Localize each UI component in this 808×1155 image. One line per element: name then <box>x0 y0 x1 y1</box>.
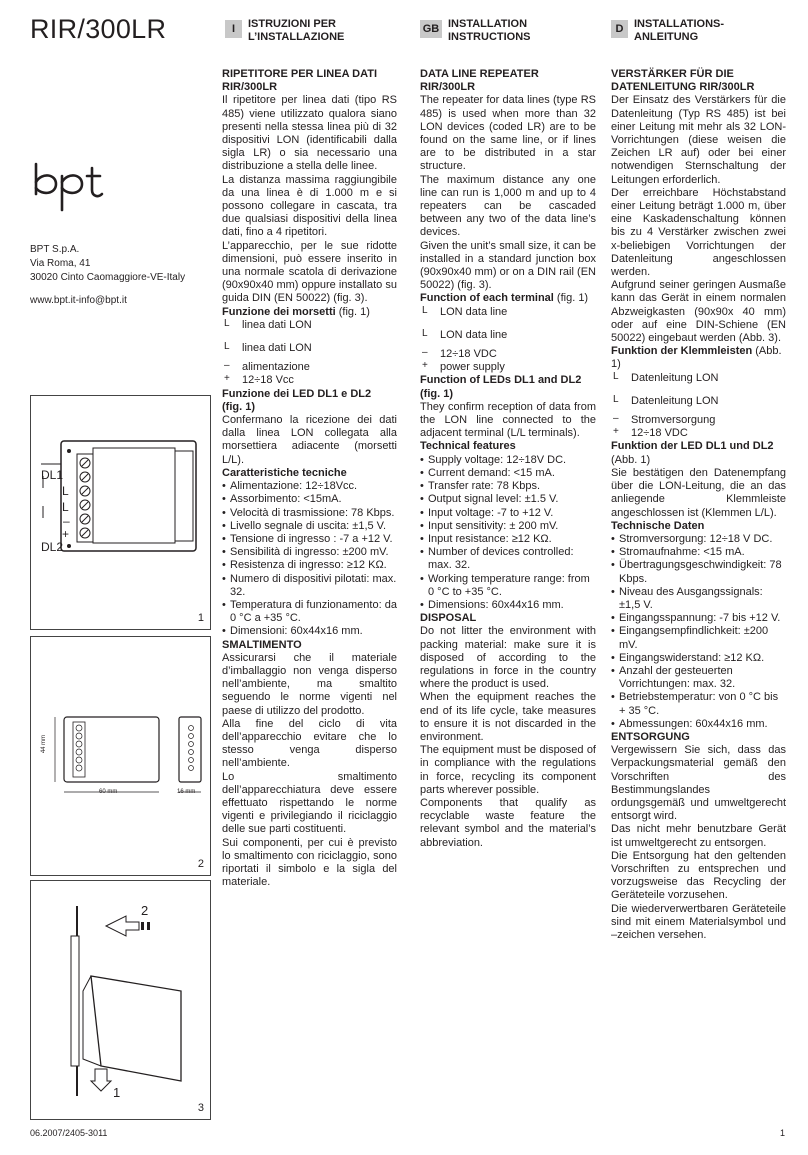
paragraph: Il ripetitore per linea dati (tipo RS 485) viene utilizzato qualora siano presenti nella stessa linea più di 32 dispositivi LON (identificabili dalla sigla LR) o sia necessario una distribuzione a stella delle linee. <box>222 94 397 173</box>
section-heading: Technical features <box>420 440 516 453</box>
figure-number: 2 <box>197 858 204 870</box>
terminal-row: L LON data line <box>422 304 508 318</box>
list-item: • Stromversorgung: 12÷18 V DC. <box>611 533 786 546</box>
terminal-row: L Datenleitung LON <box>613 393 719 407</box>
section-heading: Funzione dei morsetti (fig. 1) <box>222 305 370 318</box>
terminal-diagram <box>31 396 210 629</box>
section-heading: VERSTÄRKER FÜR DIE DATENLEITUNG RIR/300LR <box>611 68 755 94</box>
list-item: • Eingangsempfindlichkeit: ±200 mV. <box>611 625 786 651</box>
paragraph: Aufgrund seiner geringen Ausmaße kann das Gerät in einem normalen Abzweigkasten (90x90x 40 mm) oder auf eine DIN-Schiene (EN 50022) eingebaut werden (Abb. 3). <box>611 279 786 345</box>
list-item: • Supply voltage: 12÷18V DC. <box>420 454 596 467</box>
column-english <box>420 68 596 850</box>
paragraph: Die wiederverwertbaren Geräteteile sind mit einem Materialsymbol und –zeichen versehen. <box>611 902 786 941</box>
paragraph: Lo smaltimento dell’apparecchiatura deve essere effettuato rispettando le norme vigenti e privilegiando il riciclaggio delle sue parti costituenti. <box>222 770 397 836</box>
list-item: • Resistenza di ingresso: ≥12 KΩ. <box>222 559 397 572</box>
list-item: • Input sensitivity: ± 200 mV. <box>420 520 596 533</box>
list-item: • Stromaufnahme: <15 mA. <box>611 546 786 559</box>
section-heading: SMALTIMENTO <box>222 638 302 651</box>
list-item: • Anzahl der gesteuerten Vorrichtungen: max. 32. <box>611 665 786 691</box>
figure-3 <box>30 880 211 1120</box>
lang-title-d: INSTALLATIONS- ANLEITUNG <box>634 18 725 43</box>
paragraph: Das nicht mehr benutzbare Gerät ist umweltgerecht zu entsorgen. <box>611 823 786 849</box>
terminal-row: + power supply <box>422 360 505 374</box>
list-item: • Übertragungsgeschwindigkeit: 78 Kbps. <box>611 559 786 585</box>
list-item: • Sensibilità di ingresso: ±200 mV. <box>222 546 397 559</box>
terminal-row: L LON data line <box>422 327 508 341</box>
paragraph: Assicurarsi che il materiale d’imballaggio non venga disperso nell’ambiente, ma smaltito seguendo le norme vigenti nel paese di utilizzo del prodotto. <box>222 651 397 717</box>
terminal-row: L linea dati LON <box>224 341 312 355</box>
terminal-row: + 12÷18 Vcc <box>224 373 294 387</box>
paragraph: Der erreichbare Höchstabstand einer Leitung beträgt 1.000 m, über eine Kaskadenschaltung können bis zu 4 Verstärker zwischen zwei x-beliebigen Vorrichtungen der Datenleitung angeschlossen werden. <box>611 186 786 279</box>
paragraph: Do not litter the environment with packing material: make sure it is disposed of according to the regulations in force in the country where the product is used. <box>420 625 596 691</box>
list-item: • Abmessungen: 60x44x16 mm. <box>611 718 786 731</box>
list-item: • Input resistance: ≥12 KΩ. <box>420 533 596 546</box>
dim-depth: 16 mm <box>177 789 196 795</box>
list-item: • Dimensions: 60x44x16 mm. <box>420 599 596 612</box>
list-item: • Betriebstemperatur: von 0 °C bis + 35 °C. <box>611 691 786 717</box>
list-item: • Input voltage: -7 to +12 V. <box>420 507 596 520</box>
terminal-row: + 12÷18 VDC <box>613 426 688 440</box>
paragraph: Vergewissern Sie sich, dass das Verpackungsmaterial gemäß den Vorschriften des Bestimmungslandes ordungsgemäß und umweltgerecht entsorgt wird. <box>611 744 786 823</box>
list-item: • Numero di dispositivi pilotati: max. 32. <box>222 573 397 599</box>
section-heading: DISPOSAL <box>420 612 477 625</box>
din-rail-mounting-diagram <box>31 881 210 1119</box>
list-item: • Alimentazione: 12÷18Vcc. <box>222 480 397 493</box>
list-item: • Tensione di ingresso : -7 a +12 V. <box>222 533 397 546</box>
terminal-row: – 12÷18 VDC <box>422 347 497 361</box>
list-item: • Output signal level: ±1.5 V. <box>420 493 596 506</box>
lang-title-it: ISTRUZIONI PER L’INSTALLAZIONE <box>248 18 345 43</box>
header-english <box>420 18 531 44</box>
terminal-row: L linea dati LON <box>224 317 312 331</box>
paragraph: Sie bestätigen den Datenempfang über die LON-Leitung, die an das anliegende Klemmleiste angeschlossen ist (Klemmen L/L). <box>611 466 786 519</box>
dimension-diagram <box>31 637 210 875</box>
list-item: • Eingangswiderstand: ≥12 KΩ. <box>611 652 786 665</box>
list-item: • Transfer rate: 78 Kbps. <box>420 480 596 493</box>
company-name: BPT S.p.A. <box>30 244 80 255</box>
company-web: www.bpt.it-info@bpt.it <box>30 295 127 306</box>
label-l2: L <box>62 500 69 514</box>
label-minus: – <box>63 514 70 528</box>
paragraph: They confirm reception of data from the LON line connected to the adjacent terminal (L/L terminals). <box>420 400 596 440</box>
section-heading: Funzione dei LED DL1 e DL2 (fig. 1) <box>222 387 372 413</box>
list-item: • Assorbimento: <15mA. <box>222 493 397 506</box>
paragraph: The repeater for data lines (type RS 485) is used when more than 32 LON devices (coded LR) are to be found on the same line, or if lines are to be distributed in a star structure. <box>420 94 596 173</box>
paragraph: Given the unit’s small size, it can be installed in a standard junction box (90x90x40 mm) or on a DIN rail (EN 50022) (fig. 3). <box>420 239 596 292</box>
paragraph: L’apparecchio, per le sue ridotte dimensioni, può essere inserito in una normale scatola di derivazione (90x90x40 mm) oppure installato su guida DIN (EN 50022) (fig. 3). <box>222 239 397 305</box>
terminal-row: L Datenleitung LON <box>613 370 719 384</box>
figure-number: 1 <box>197 612 204 624</box>
column-italian <box>222 68 397 889</box>
list-item: • Number of devices controlled: max. 32. <box>420 546 596 572</box>
label-l1: L <box>62 484 69 498</box>
figure-number: 3 <box>197 1102 204 1114</box>
section-heading: ENTSORGUNG <box>611 730 690 743</box>
section-heading: RIPETITORE PER LINEA DATI RIR/300LR <box>222 68 378 94</box>
dim-width: 60 mm <box>99 789 118 795</box>
list-item: • Temperatura di funzionamento: da 0 °C a +35 °C. <box>222 599 397 625</box>
column-german <box>611 68 786 942</box>
dim-height: 44 mm <box>41 734 48 754</box>
paragraph: Confermano la ricezione dei dati dalla linea LON collegata alla morsettiera adiacente (morsetti L/L). <box>222 414 397 466</box>
page-number: 1 <box>780 1128 786 1138</box>
list-item: • Niveau des Ausgangssignals: ±1,5 V. <box>611 586 786 612</box>
paragraph: The equipment must be disposed of in compliance with the regulations in force, recycling its component parts wherever possible. <box>420 744 596 796</box>
paragraph: When the equipment reaches the end of its life cycle, take measures to ensure it is not discarded in the environment. <box>420 691 596 743</box>
figure-1 <box>30 395 211 630</box>
step-1-label: 1 <box>113 1085 121 1100</box>
terminal-row: – alimentazione <box>224 360 310 374</box>
paragraph: Components that qualify as recyclable waste feature the relevant symbol and the material’s abbreviation. <box>420 796 596 849</box>
section-heading: Caratteristiche tecniche <box>222 466 347 479</box>
label-plus: + <box>62 527 70 541</box>
list-item: • Current demand: <15 mA. <box>420 467 596 480</box>
section-heading: Function of LEDs DL1 and DL2 (fig. 1) <box>420 374 582 400</box>
header-italian <box>225 18 344 44</box>
label-dl1: DL1 <box>41 468 64 482</box>
label-dl2: DL2 <box>41 540 64 554</box>
lang-badge-d: D <box>611 20 628 38</box>
header-german <box>611 18 724 44</box>
lang-title-gb: INSTALLATION INSTRUCTIONS <box>448 18 531 43</box>
step-2-label: 2 <box>141 903 149 918</box>
list-item: • Livello segnale di uscita: ±1,5 V. <box>222 520 397 533</box>
figure-2 <box>30 636 211 876</box>
terminal-row: – Stromversorgung <box>613 413 716 427</box>
section-heading: Funktion der LED DL1 und DL2 (Abb. 1) <box>611 440 774 466</box>
paragraph: The maximum distance any one line can run is 1,000 m and up to 4 repeaters can be cascaded between any two of the data line’s devices. <box>420 173 596 239</box>
section-heading: DATA LINE REPEATER RIR/300LR <box>420 68 539 94</box>
paragraph: Sui componenti, per cui è previsto lo smaltimento con riciclaggio, sono riportati il simbolo e la sigla del materiale. <box>222 836 397 889</box>
company-street: Via Roma, 41 <box>30 258 91 269</box>
document-code: 06.2007/2405-3011 <box>30 1128 108 1138</box>
paragraph: La distanza massima raggiungibile da una linea è di 1.000 m e si possono collegare in cascata, tra due qualsiasi dispositivi della linea dati, fino a 4 ripetitori. <box>222 173 397 239</box>
section-heading: Technische Daten <box>611 519 705 532</box>
list-item: • Eingangsspannung: -7 bis +12 V. <box>611 612 786 625</box>
company-city: 30020 Cinto Caomaggiore-VE-Italy <box>30 272 186 283</box>
list-item: • Velocità di trasmissione: 78 Kbps. <box>222 507 397 520</box>
lang-badge-it: I <box>225 20 242 38</box>
section-heading: Function of each terminal (fig. 1) <box>420 292 589 305</box>
paragraph: Die Entsorgung hat den geltenden Vorschriften zu entsprechen und vorzugsweise das Recycling der Geräteteile vorzusehen. <box>611 849 786 902</box>
paragraph: Der Einsatz des Verstärkers für die Datenleitung (Typ RS 485) ist bei einer Leitung mit mehr als 32 LON-Vorrichtungen (diese weisen die Zeichen LR auf) oder bei einer notwendigen Sternschaltung der Leitungen erforderlich. <box>611 94 786 186</box>
list-item: • Working temperature range: from 0 °C to +35 °C. <box>420 573 596 599</box>
list-item: • Dimensioni: 60x44x16 mm. <box>222 625 397 638</box>
company-info <box>30 243 185 308</box>
bpt-logo <box>30 160 110 220</box>
section-heading: Funktion der Klemmleisten (Abb. 1) <box>611 345 782 371</box>
lang-badge-gb: GB <box>420 20 442 38</box>
paragraph: Alla fine del ciclo di vita dell’apparecchio evitare che lo stesso venga disperso nell’ambiente. <box>222 717 397 770</box>
document-title: RIR/300LR <box>30 14 167 44</box>
